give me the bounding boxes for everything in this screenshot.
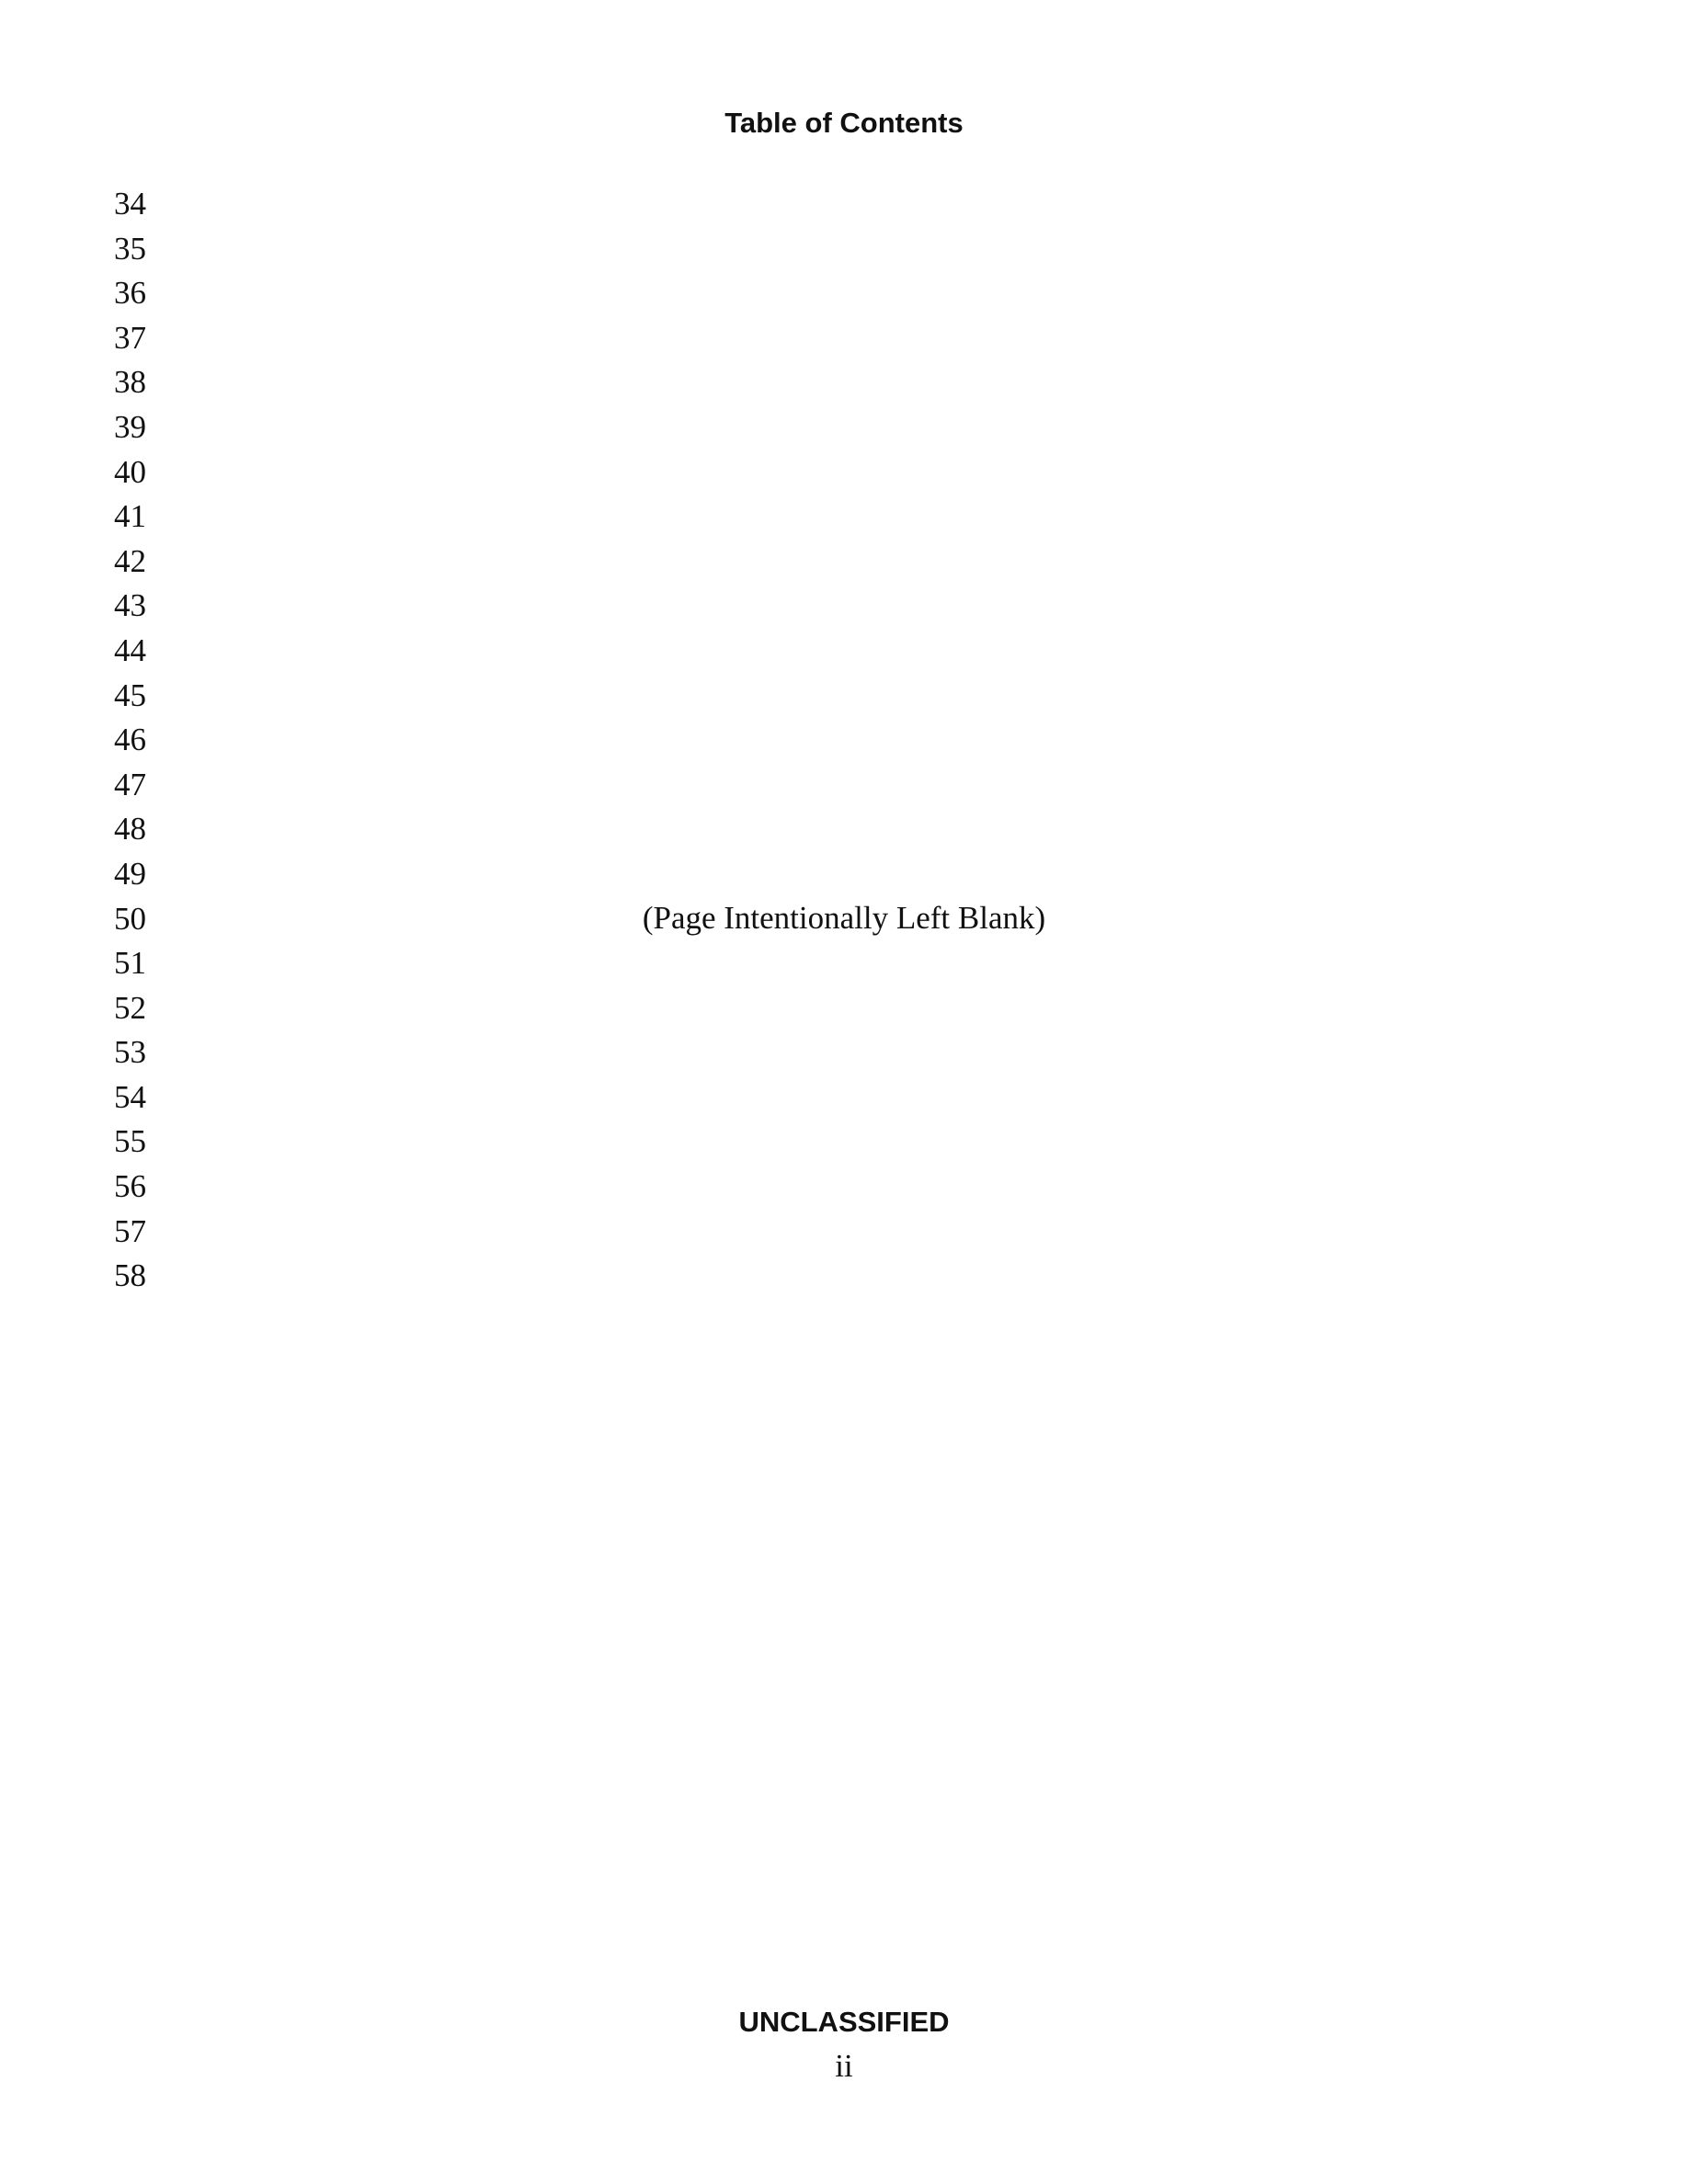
line-number: 36 (114, 275, 146, 312)
line-number: 56 (114, 1168, 146, 1205)
line-number: 55 (114, 1123, 146, 1160)
line-number: 34 (114, 186, 146, 222)
line-number: 38 (114, 364, 146, 401)
line-number: 41 (114, 498, 146, 535)
line-number: 45 (114, 677, 146, 713)
line-number: 49 (114, 855, 146, 892)
line-number: 44 (114, 631, 146, 668)
line-number: 42 (114, 542, 146, 579)
line-number: 51 (114, 945, 146, 982)
line-number: 52 (114, 989, 146, 1026)
line-number: 46 (114, 722, 146, 758)
page-title: Table of Contents (724, 107, 964, 139)
line-number: 58 (114, 1257, 146, 1294)
line-number: 39 (114, 408, 146, 445)
line-number: 35 (114, 230, 146, 267)
line-number: 57 (114, 1212, 146, 1249)
blank-page-notice: (Page Intentionally Left Blank) (642, 900, 1046, 936)
line-number: 53 (114, 1034, 146, 1071)
classification-marking: UNCLASSIFIED (738, 2006, 950, 2038)
line-number: 48 (114, 811, 146, 847)
line-number: 54 (114, 1078, 146, 1115)
line-number: 37 (114, 319, 146, 356)
line-number-column (114, 182, 146, 1299)
line-number: 50 (114, 900, 146, 937)
line-number: 47 (114, 766, 146, 802)
page-number: ii (835, 2048, 853, 2084)
line-number: 40 (114, 453, 146, 490)
line-number: 43 (114, 587, 146, 624)
